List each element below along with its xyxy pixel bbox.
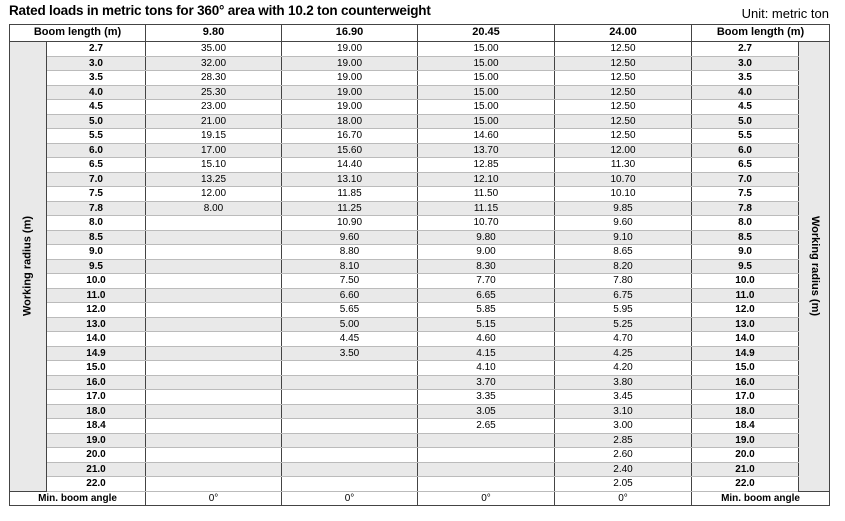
load-cell: 4.70	[555, 332, 692, 347]
radius-cell-left: 21.0	[47, 462, 146, 477]
load-cell: 15.00	[418, 56, 555, 71]
load-cell	[146, 230, 282, 245]
min-boom-angle-col-2: 0°	[418, 491, 555, 506]
min-boom-angle-row	[10, 491, 830, 506]
load-cell: 5.25	[555, 317, 692, 332]
radius-cell-left: 13.0	[47, 317, 146, 332]
load-cell: 2.85	[555, 433, 692, 448]
load-cell: 4.25	[555, 346, 692, 361]
radius-cell-right: 11.0	[692, 288, 799, 303]
radius-cell-right: 10.0	[692, 274, 799, 289]
load-cell	[282, 448, 418, 463]
load-cell: 12.50	[555, 85, 692, 100]
radius-cell-right: 22.0	[692, 477, 799, 492]
table-row	[10, 303, 830, 318]
load-cell: 15.00	[418, 71, 555, 86]
radius-cell-left: 4.5	[47, 100, 146, 115]
load-cell	[146, 346, 282, 361]
load-cell: 9.10	[555, 230, 692, 245]
load-cell: 3.00	[555, 419, 692, 434]
load-cell: 14.60	[418, 129, 555, 144]
radius-cell-left: 9.5	[47, 259, 146, 274]
min-boom-angle-col-0: 0°	[146, 491, 282, 506]
boom-length-col-0: 9.80	[146, 25, 282, 42]
load-cell	[146, 303, 282, 318]
load-cell: 13.25	[146, 172, 282, 187]
radius-cell-left: 4.0	[47, 85, 146, 100]
load-cell: 12.00	[555, 143, 692, 158]
table-row	[10, 230, 830, 245]
table-row	[10, 56, 830, 71]
min-boom-angle-col-1: 0°	[282, 491, 418, 506]
load-cell: 12.50	[555, 56, 692, 71]
load-cell: 8.00	[146, 201, 282, 216]
radius-cell-right: 9.0	[692, 245, 799, 260]
table-row	[10, 419, 830, 434]
load-cell: 9.85	[555, 201, 692, 216]
radius-cell-left: 2.7	[47, 42, 146, 57]
radius-cell-left: 17.0	[47, 390, 146, 405]
table-row	[10, 288, 830, 303]
radius-cell-left: 11.0	[47, 288, 146, 303]
table-row	[10, 404, 830, 419]
table-row	[10, 375, 830, 390]
load-cell: 2.60	[555, 448, 692, 463]
load-cell	[146, 375, 282, 390]
radius-cell-left: 3.0	[47, 56, 146, 71]
load-cell: 11.25	[282, 201, 418, 216]
load-cell: 11.50	[418, 187, 555, 202]
load-cell	[282, 404, 418, 419]
load-cell: 19.00	[282, 100, 418, 115]
load-cell: 19.00	[282, 71, 418, 86]
radius-cell-right: 4.5	[692, 100, 799, 115]
load-cell: 4.15	[418, 346, 555, 361]
table-row	[10, 346, 830, 361]
table-row	[10, 361, 830, 376]
load-cell: 25.30	[146, 85, 282, 100]
load-cell: 10.90	[282, 216, 418, 231]
load-cell: 7.50	[282, 274, 418, 289]
load-cell: 35.00	[146, 42, 282, 57]
table-row	[10, 317, 830, 332]
load-cell: 17.00	[146, 143, 282, 158]
load-cell	[146, 216, 282, 231]
load-cell	[146, 288, 282, 303]
load-cell	[282, 419, 418, 434]
load-cell: 9.60	[282, 230, 418, 245]
table-row	[10, 187, 830, 202]
load-cell: 4.10	[418, 361, 555, 376]
boom-length-col-3: 24.00	[555, 25, 692, 42]
min-boom-angle-label-left: Min. boom angle	[10, 491, 146, 506]
table-row	[10, 100, 830, 115]
load-cell: 2.40	[555, 462, 692, 477]
radius-cell-right: 2.7	[692, 42, 799, 57]
load-cell: 10.70	[418, 216, 555, 231]
load-cell	[146, 448, 282, 463]
load-cell: 5.15	[418, 317, 555, 332]
load-cell: 19.00	[282, 42, 418, 57]
radius-cell-right: 9.5	[692, 259, 799, 274]
table-row	[10, 172, 830, 187]
radius-cell-right: 4.0	[692, 85, 799, 100]
load-cell: 3.80	[555, 375, 692, 390]
load-cell: 19.00	[282, 56, 418, 71]
load-cell: 9.00	[418, 245, 555, 260]
load-cell: 3.05	[418, 404, 555, 419]
load-cell	[282, 375, 418, 390]
load-cell: 8.30	[418, 259, 555, 274]
load-cell: 12.85	[418, 158, 555, 173]
radius-cell-right: 19.0	[692, 433, 799, 448]
table-row	[10, 477, 830, 492]
table-row	[10, 158, 830, 173]
table-row	[10, 433, 830, 448]
table-row	[10, 71, 830, 86]
load-cell: 2.65	[418, 419, 555, 434]
radius-cell-right: 20.0	[692, 448, 799, 463]
load-cell: 15.00	[418, 114, 555, 129]
load-cell	[282, 462, 418, 477]
load-cell: 8.65	[555, 245, 692, 260]
radius-cell-right: 7.0	[692, 172, 799, 187]
radius-cell-right: 8.0	[692, 216, 799, 231]
radius-cell-left: 18.0	[47, 404, 146, 419]
load-cell: 6.60	[282, 288, 418, 303]
load-cell	[146, 361, 282, 376]
radius-cell-right: 16.0	[692, 375, 799, 390]
load-cell	[282, 361, 418, 376]
boom-length-header-right: Boom length (m)	[692, 25, 830, 42]
load-cell: 8.80	[282, 245, 418, 260]
load-cell: 16.70	[282, 129, 418, 144]
load-cell: 3.45	[555, 390, 692, 405]
load-cell	[418, 433, 555, 448]
load-cell	[146, 477, 282, 492]
load-cell	[418, 477, 555, 492]
radius-cell-right: 5.0	[692, 114, 799, 129]
radius-cell-right: 14.9	[692, 346, 799, 361]
load-cell	[146, 274, 282, 289]
load-cell: 21.00	[146, 114, 282, 129]
radius-cell-right: 3.5	[692, 71, 799, 86]
radius-cell-left: 15.0	[47, 361, 146, 376]
table-header	[10, 25, 830, 42]
load-cell	[146, 245, 282, 260]
load-cell: 18.00	[282, 114, 418, 129]
load-cell: 12.00	[146, 187, 282, 202]
radius-cell-left: 18.4	[47, 419, 146, 434]
load-cell: 9.80	[418, 230, 555, 245]
radius-cell-left: 6.5	[47, 158, 146, 173]
radius-cell-left: 14.9	[47, 346, 146, 361]
load-cell	[146, 462, 282, 477]
load-cell: 9.60	[555, 216, 692, 231]
radius-cell-left: 7.0	[47, 172, 146, 187]
load-cell: 28.30	[146, 71, 282, 86]
table-row	[10, 448, 830, 463]
load-cell: 10.10	[555, 187, 692, 202]
load-cell: 11.30	[555, 158, 692, 173]
radius-cell-left: 10.0	[47, 274, 146, 289]
load-cell: 5.65	[282, 303, 418, 318]
load-cell: 13.10	[282, 172, 418, 187]
load-cell: 15.00	[418, 100, 555, 115]
boom-length-header-left: Boom length (m)	[10, 25, 146, 42]
radius-cell-left: 3.5	[47, 71, 146, 86]
load-cell: 3.10	[555, 404, 692, 419]
table-body	[10, 42, 830, 492]
load-cell: 8.10	[282, 259, 418, 274]
boom-length-col-2: 20.45	[418, 25, 555, 42]
radius-cell-right: 15.0	[692, 361, 799, 376]
load-cell: 7.80	[555, 274, 692, 289]
table-row	[10, 245, 830, 260]
load-cell: 19.15	[146, 129, 282, 144]
load-cell	[146, 317, 282, 332]
radius-cell-left: 7.8	[47, 201, 146, 216]
load-cell: 11.85	[282, 187, 418, 202]
radius-cell-left: 8.5	[47, 230, 146, 245]
radius-cell-right: 12.0	[692, 303, 799, 318]
working-radius-label-left	[10, 42, 47, 492]
load-cell: 5.00	[282, 317, 418, 332]
load-cell	[282, 477, 418, 492]
load-cell: 13.70	[418, 143, 555, 158]
load-cell: 4.20	[555, 361, 692, 376]
radius-cell-left: 5.0	[47, 114, 146, 129]
table-row	[10, 274, 830, 289]
radius-cell-left: 22.0	[47, 477, 146, 492]
min-boom-angle-col-3: 0°	[555, 491, 692, 506]
radius-cell-left: 20.0	[47, 448, 146, 463]
load-cell	[146, 419, 282, 434]
working-radius-text-left: Working radius (m)	[21, 216, 34, 317]
load-cell	[146, 259, 282, 274]
radius-cell-right: 8.5	[692, 230, 799, 245]
radius-cell-left: 5.5	[47, 129, 146, 144]
radius-cell-right: 18.4	[692, 419, 799, 434]
load-cell: 15.10	[146, 158, 282, 173]
load-cell: 5.95	[555, 303, 692, 318]
load-cell: 12.50	[555, 100, 692, 115]
min-boom-angle-label-right: Min. boom angle	[692, 491, 830, 506]
load-cell: 32.00	[146, 56, 282, 71]
load-cell: 7.70	[418, 274, 555, 289]
radius-cell-right: 14.0	[692, 332, 799, 347]
table-row	[10, 129, 830, 144]
load-cell: 19.00	[282, 85, 418, 100]
working-radius-text-right: Working radius (m)	[808, 216, 821, 317]
unit-label: Unit: metric ton	[741, 6, 829, 21]
load-cell: 15.00	[418, 42, 555, 57]
radius-cell-right: 17.0	[692, 390, 799, 405]
radius-cell-right: 6.0	[692, 143, 799, 158]
load-cell	[282, 433, 418, 448]
table-row	[10, 85, 830, 100]
radius-cell-right: 5.5	[692, 129, 799, 144]
radius-cell-right: 13.0	[692, 317, 799, 332]
radius-cell-left: 9.0	[47, 245, 146, 260]
load-cell: 5.85	[418, 303, 555, 318]
load-cell: 12.10	[418, 172, 555, 187]
load-cell: 4.60	[418, 332, 555, 347]
working-radius-label-right	[799, 42, 830, 492]
load-cell: 12.50	[555, 42, 692, 57]
load-cell: 3.35	[418, 390, 555, 405]
radius-cell-right: 21.0	[692, 462, 799, 477]
load-cell	[418, 462, 555, 477]
radius-cell-right: 18.0	[692, 404, 799, 419]
radius-cell-left: 7.5	[47, 187, 146, 202]
load-cell: 8.20	[555, 259, 692, 274]
radius-cell-left: 6.0	[47, 143, 146, 158]
load-cell	[146, 404, 282, 419]
table-row	[10, 42, 830, 57]
load-cell: 3.70	[418, 375, 555, 390]
radius-cell-left: 8.0	[47, 216, 146, 231]
load-cell: 14.40	[282, 158, 418, 173]
load-cell: 6.65	[418, 288, 555, 303]
load-cell	[282, 390, 418, 405]
radius-cell-left: 19.0	[47, 433, 146, 448]
table-row	[10, 462, 830, 477]
load-cell	[146, 390, 282, 405]
radius-cell-left: 12.0	[47, 303, 146, 318]
table-row	[10, 114, 830, 129]
load-chart-table	[9, 24, 830, 506]
radius-cell-right: 7.5	[692, 187, 799, 202]
load-cell	[418, 448, 555, 463]
boom-length-col-1: 16.90	[282, 25, 418, 42]
radius-cell-left: 14.0	[47, 332, 146, 347]
table-row	[10, 201, 830, 216]
load-cell: 12.50	[555, 114, 692, 129]
load-cell: 10.70	[555, 172, 692, 187]
load-cell: 2.05	[555, 477, 692, 492]
radius-cell-right: 6.5	[692, 158, 799, 173]
load-cell: 3.50	[282, 346, 418, 361]
load-cell: 15.60	[282, 143, 418, 158]
radius-cell-left: 16.0	[47, 375, 146, 390]
page-title: Rated loads in metric tons for 360° area with 10.2 ton counterweight	[9, 3, 431, 18]
table-row	[10, 216, 830, 231]
load-cell	[146, 433, 282, 448]
load-cell: 12.50	[555, 71, 692, 86]
load-cell: 23.00	[146, 100, 282, 115]
radius-cell-right: 7.8	[692, 201, 799, 216]
table-row	[10, 143, 830, 158]
table-row	[10, 390, 830, 405]
load-cell: 15.00	[418, 85, 555, 100]
radius-cell-right: 3.0	[692, 56, 799, 71]
load-cell: 12.50	[555, 129, 692, 144]
table-row	[10, 332, 830, 347]
load-cell: 4.45	[282, 332, 418, 347]
load-cell	[146, 332, 282, 347]
load-cell: 11.15	[418, 201, 555, 216]
load-cell: 6.75	[555, 288, 692, 303]
table-row	[10, 259, 830, 274]
